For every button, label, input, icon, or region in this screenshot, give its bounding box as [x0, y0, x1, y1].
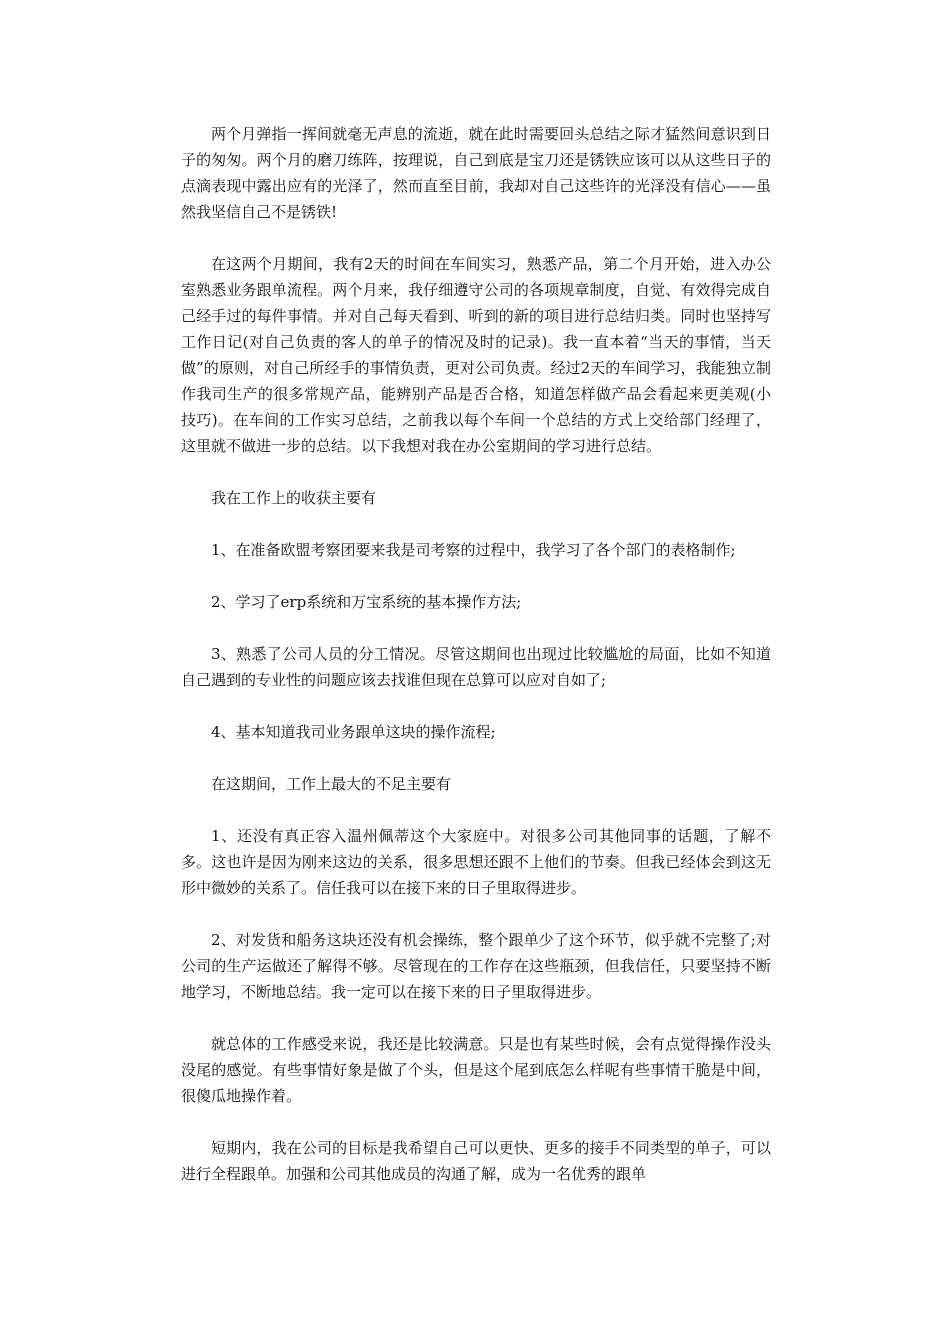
- paragraph-gain-4: 4、基本知道我司业务跟单这块的操作流程;: [211, 723, 496, 741]
- paragraph-shortcoming-2: 2、对发货和船务这块还没有机会操练，整个跟单少了这个环节，似乎就不完整了;对公司的生产运做还了解得不够。尽管现在的工作存在这些瓶颈，但我信任，只要坚持不断地学习，不断地总结。我一定可以在接下来的日子里取得进步。: [181, 931, 771, 1001]
- paragraph-gain-1: 1、在准备欧盟考察团要来我是司考察的过程中，我学习了各个部门的表格制作;: [211, 541, 736, 559]
- paragraph-internship: 在这两个月期间，我有2天的时间在车间实习，熟悉产品，第二个月开始，进入办公室熟悉业务跟单流程。两个月来，我仔细遵守公司的各项规章制度，自觉、有效得完成自己经手过的每件事情。并对自己每天看到、听到的新的项目进行总结归类。同时也坚持写工作日记(对自己负责的客人的单子的情况及时的记录)。我一直本着“当天的事情，当天做”的原则，对自己所经手的事情负责，更对公司负责。经过2天的车间学习，我能独立制作我司生产的很多常规产品，能辨别产品是否合格，知道怎样做产品会看起来更美观(小技巧)。在车间的工作实习总结，之前我以每个车间一个总结的方式上交给部门经理了，这里就不做进一步的总结。以下我想对我在办公室期间的学习进行总结。: [181, 255, 771, 455]
- paragraph-gains-heading: 我在工作上的收获主要有: [211, 489, 377, 507]
- paragraph-gain-2: 2、学习了erp系统和万宝系统的基本操作方法;: [211, 593, 522, 611]
- paragraph-shortcoming-1: 1、还没有真正容入温州佩蒂这个大家庭中。对很多公司其他同事的话题，了解不多。这也许是因为刚来这边的关系，很多思想还跟不上他们的节奏。但我已经体会到这无形中微妙的关系了。信任我可以在接下来的日子里取得进步。: [181, 827, 771, 897]
- document-page: [181, 121, 771, 1213]
- paragraph-short-term-goals: 短期内，我在公司的目标是我希望自己可以更快、更多的接手不同类型的单子，可以进行全程跟单。加强和公司其他成员的沟通了解，成为一名优秀的跟单: [181, 1139, 771, 1183]
- paragraph-intro: 两个月弹指一挥间就毫无声息的流逝，就在此时需要回头总结之际才猛然间意识到日子的匆匆。两个月的磨刀练阵，按理说，自己到底是宝刀还是锈铁应该可以从这些日子的点滴表现中露出应有的光泽了，然而直至目前，我却对自己这些许的光泽没有信心——虽然我坚信自己不是锈铁!: [181, 125, 771, 221]
- paragraph-shortcomings-heading: 在这期间，工作上最大的不足主要有: [211, 775, 452, 793]
- paragraph-overall-feeling: 就总体的工作感受来说，我还是比较满意。只是也有某些时候，会有点觉得操作没头没尾的感觉。有些事情好象是做了个头，但是这个尾到底怎么样呢有些事情干脆是中间，很傻瓜地操作着。: [181, 1035, 771, 1105]
- paragraph-gain-3: 3、熟悉了公司人员的分工情况。尽管这期间也出现过比较尴尬的局面，比如不知道自己遇到的专业性的问题应该去找谁但现在总算可以应对自如了;: [181, 645, 771, 689]
